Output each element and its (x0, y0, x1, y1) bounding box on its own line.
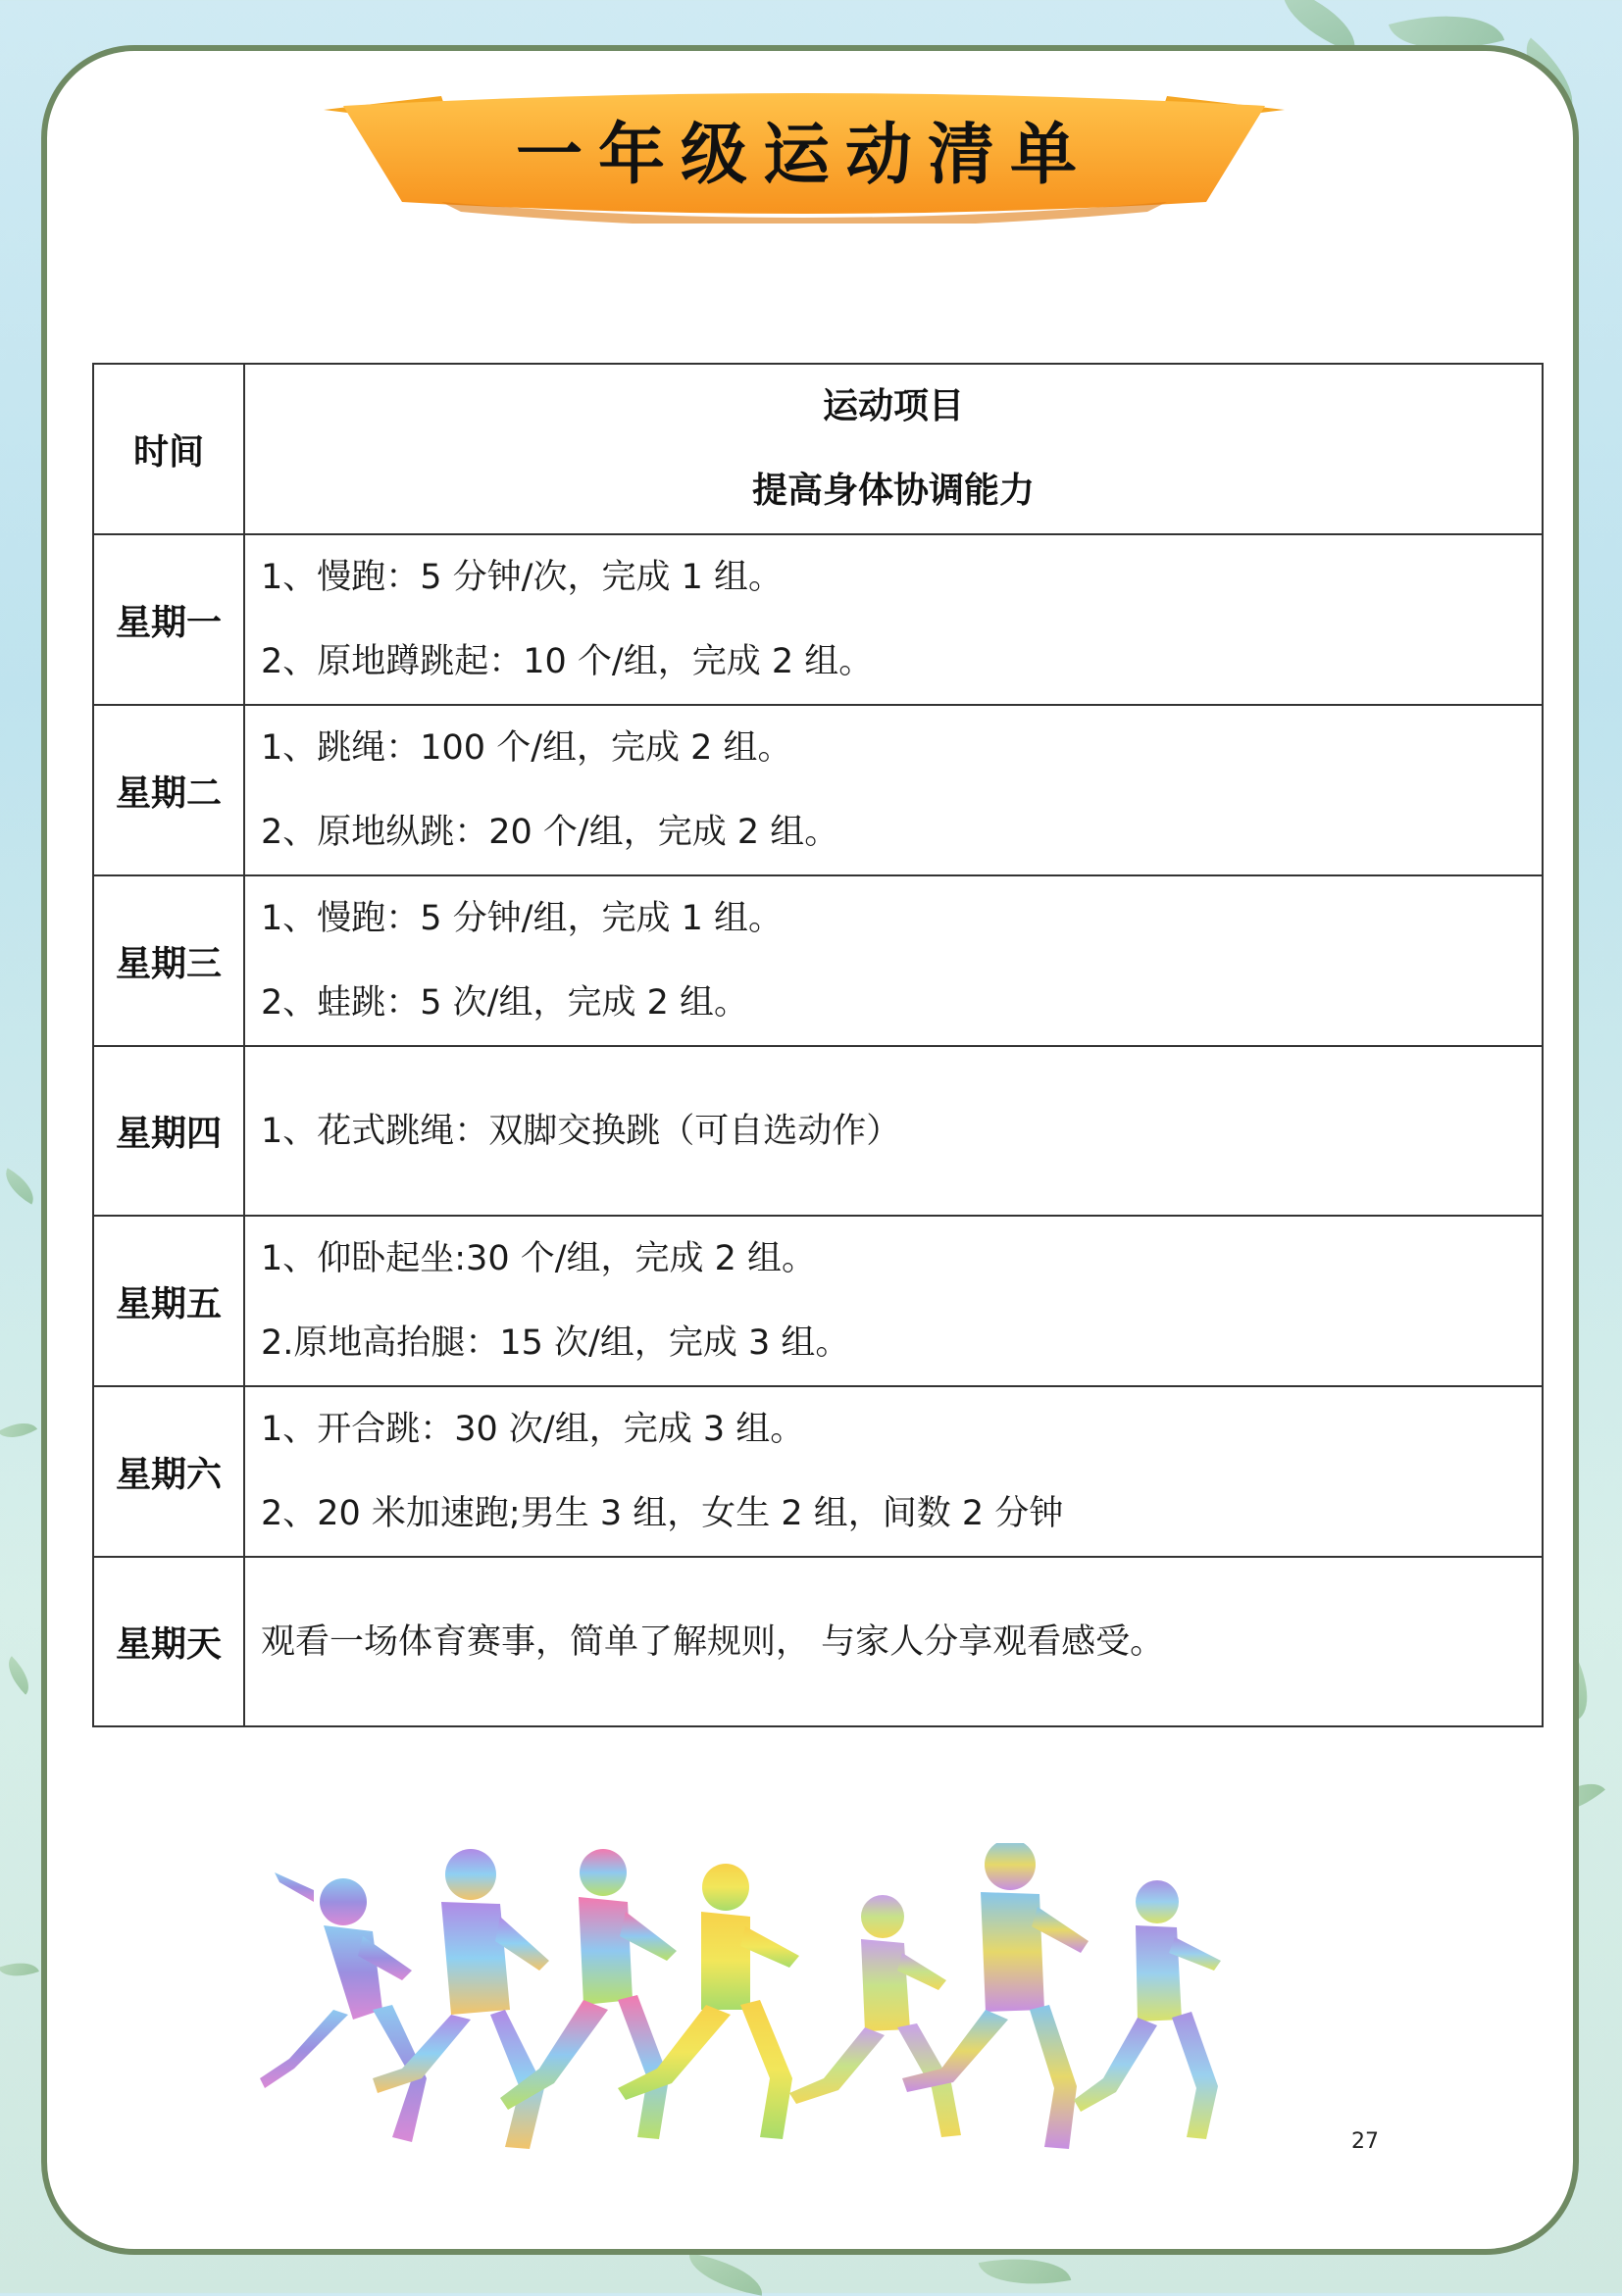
day-label: 星期三 (93, 875, 244, 1046)
exercise-item: 2.原地高抬腿：15 次/组，完成 3 组。 (261, 1323, 850, 1363)
table-row (93, 1216, 1543, 1386)
exercise-cell (244, 705, 1543, 875)
exercise-item: 1、慢跑：5 分钟/组，完成 1 组。 (261, 899, 783, 938)
exercise-cell (244, 1216, 1543, 1386)
runner-silhouette (373, 1849, 549, 2149)
runner-silhouette (1074, 1880, 1221, 2139)
exercise-cell (244, 1046, 1543, 1216)
exercise-item: 1、跳绳：100 个/组，完成 2 组。 (261, 728, 792, 768)
leaf-decoration (0, 1168, 41, 1204)
exercise-item: 观看一场体育赛事，简单了解规则， 与家人分享观看感受。 (261, 1622, 1165, 1662)
exercise-item: 2、原地纵跳：20 个/组，完成 2 组。 (261, 813, 839, 852)
table-row (93, 1386, 1543, 1557)
exercise-cell (244, 875, 1543, 1046)
table-row (93, 1046, 1543, 1216)
exercise-cell (244, 1557, 1543, 1726)
running-children-illustration (255, 1843, 1314, 2167)
leaf-decoration (0, 1414, 37, 1447)
table-row (93, 705, 1543, 875)
table-row (93, 875, 1543, 1046)
day-label: 星期二 (93, 705, 244, 875)
runner-silhouette (260, 1872, 427, 2142)
exercise-item: 1、开合跳：30 次/组，完成 3 组。 (261, 1410, 805, 1449)
exercise-item: 2、蛙跳：5 次/组，完成 2 组。 (261, 983, 748, 1023)
header-exercise-title: 运动项目 (822, 386, 964, 426)
day-label: 星期四 (93, 1046, 244, 1216)
title-ribbon (324, 86, 1285, 224)
table-row (93, 1557, 1543, 1726)
running-children-icon (255, 1843, 1314, 2167)
exercise-item: 1、慢跑：5 分钟/次，完成 1 组。 (261, 558, 783, 597)
day-label: 星期六 (93, 1386, 244, 1557)
exercise-schedule-table (92, 363, 1544, 1727)
leaf-decoration (0, 1955, 39, 1984)
runner-silhouette (500, 1849, 677, 2139)
page-title: 一年级运动清单 (515, 116, 1092, 194)
exercise-cell (244, 534, 1543, 705)
day-label: 星期天 (93, 1557, 244, 1726)
table-header-row (93, 364, 1543, 534)
exercise-item: 1、仰卧起坐:30 个/组，完成 2 组。 (261, 1239, 817, 1278)
table-row (93, 534, 1543, 705)
header-exercise (244, 364, 1543, 534)
exercise-cell (244, 1386, 1543, 1557)
header-exercise-goal: 提高身体协调能力 (751, 471, 1035, 511)
runner-silhouette (789, 1895, 961, 2137)
day-label: 星期五 (93, 1216, 244, 1386)
page-number: 27 (1351, 2129, 1379, 2154)
leaf-decoration (684, 2253, 767, 2295)
header-time: 时间 (93, 364, 244, 534)
exercise-item: 2、20 米加速跑;男生 3 组，女生 2 组，间数 2 分钟 (261, 1494, 1064, 1533)
runner-silhouette (902, 1843, 1089, 2149)
exercise-item: 2、原地蹲跳起：10 个/组，完成 2 组。 (261, 642, 874, 681)
leaf-decoration (0, 1656, 38, 1695)
exercise-item: 1、花式跳绳：双脚交换跳（可自选动作） (261, 1111, 901, 1151)
day-label: 星期一 (93, 534, 244, 705)
